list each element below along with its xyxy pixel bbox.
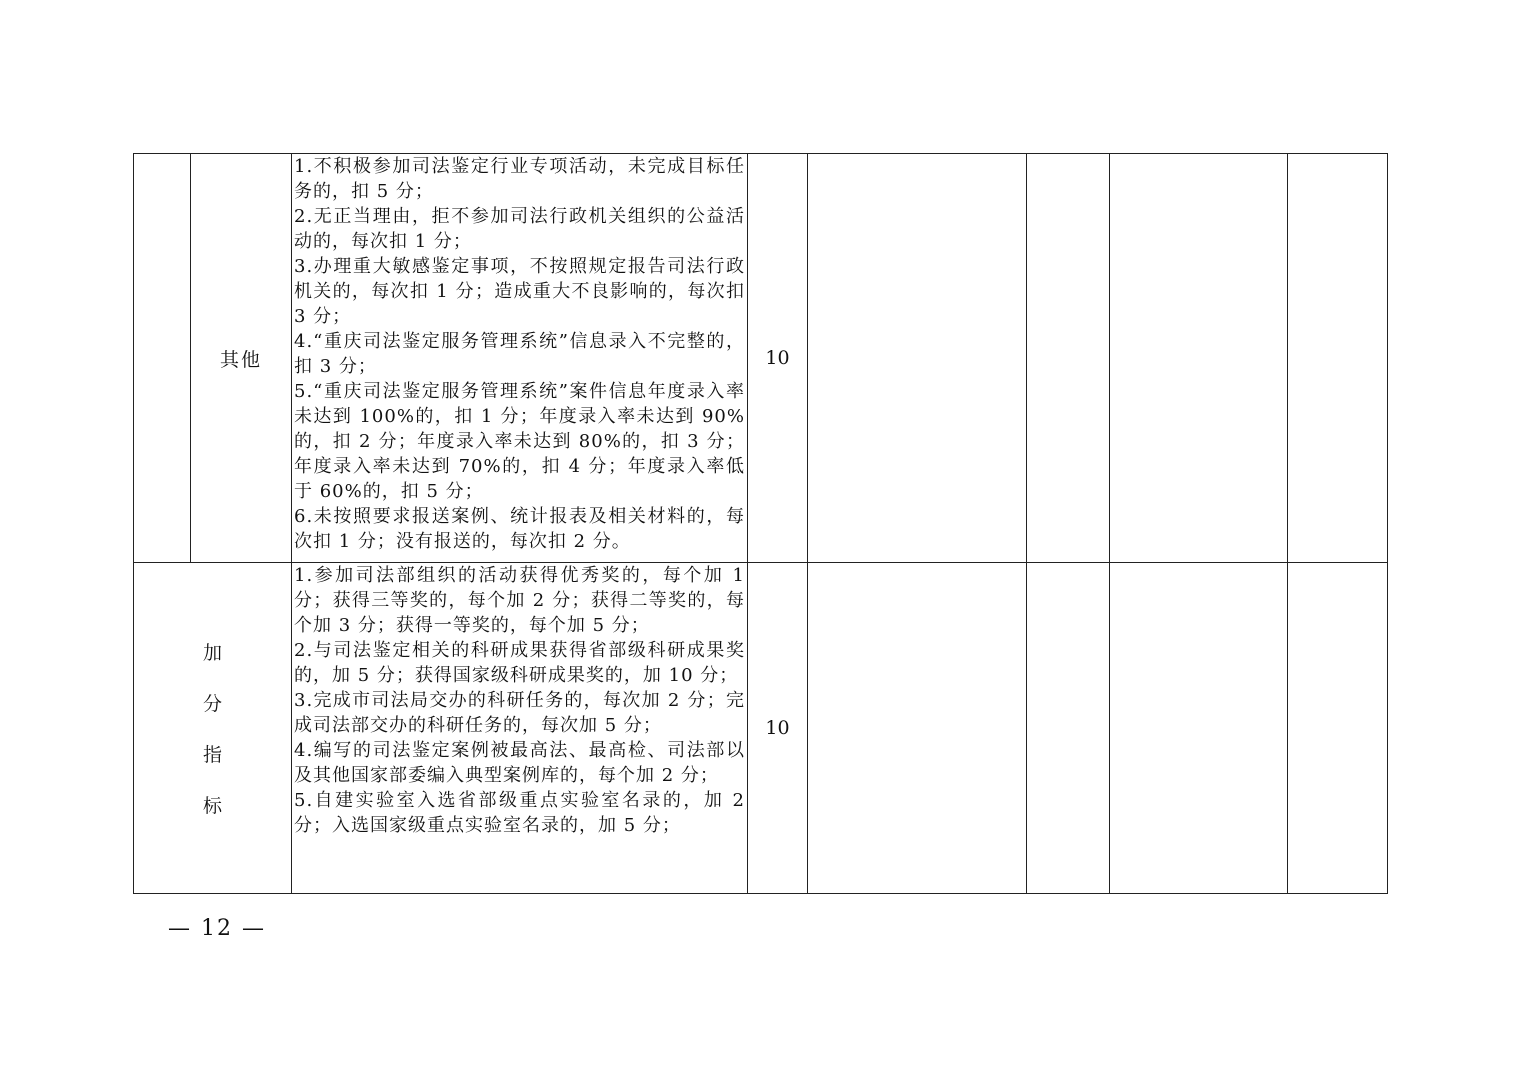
item-name-cell — [134, 563, 292, 894]
points-value: 10 — [765, 717, 790, 739]
item-name-char: 指 — [202, 744, 222, 766]
criteria-line: 5.“重庆司法鉴定服务管理系统”案件信息年度录入率未达到 100%的，扣 1 分；年度录入率未达到 90%的，扣 2 分；年度录入率未达到 80%的，扣 3 分；年度录入率未达到 70%的，扣 4 分；年度录入率低于 60%的，扣 5 分； — [294, 381, 745, 502]
scoring-table — [133, 153, 1388, 894]
points-value: 10 — [765, 347, 790, 369]
criteria-line: 2.无正当理由，拒不参加司法行政机关组织的公益活动的，每次扣 1 分； — [294, 206, 745, 252]
empty-cell — [1027, 154, 1110, 563]
points-cell — [748, 563, 808, 894]
empty-cell — [808, 563, 1027, 894]
item-name-char: 分 — [202, 693, 222, 715]
item-name: 其他 — [219, 348, 262, 371]
category-cell — [134, 154, 191, 563]
empty-cell — [1110, 563, 1288, 894]
item-name-char: 标 — [202, 795, 222, 817]
points-cell — [748, 154, 808, 563]
item-name-cell — [191, 154, 292, 563]
empty-cell — [1288, 154, 1388, 563]
criteria-line: 4.编写的司法鉴定案例被最高法、最高检、司法部以及其他国家部委编入典型案例库的，每个加 2 分； — [294, 740, 745, 786]
empty-cell — [1110, 154, 1288, 563]
empty-cell — [1027, 563, 1110, 894]
criteria-cell — [292, 154, 748, 563]
empty-cell — [808, 154, 1027, 563]
criteria-line: 2.与司法鉴定相关的科研成果获得省部级科研成果奖的，加 5 分；获得国家级科研成果奖的，加 10 分； — [294, 640, 745, 686]
criteria-line: 6.未按照要求报送案例、统计报表及相关材料的，每次扣 1 分；没有报送的，每次扣 2 分。 — [294, 506, 745, 552]
table-row — [134, 563, 1388, 894]
empty-cell — [1288, 563, 1388, 894]
criteria-line: 3.完成市司法局交办的科研任务的，每次加 2 分；完成司法部交办的科研任务的，每次加 5 分； — [294, 690, 745, 736]
criteria-line: 3.办理重大敏感鉴定事项，不按照规定报告司法行政机关的，每次扣 1 分；造成重大不良影响的，每次扣 3 分； — [294, 256, 745, 327]
criteria-line: 4.“重庆司法鉴定服务管理系统”信息录入不完整的，扣 3 分； — [294, 331, 745, 377]
page-number: — 12 — — [168, 916, 266, 941]
criteria-line: 5.自建实验室入选省部级重点实验室名录的，加 2 分；入选国家级重点实验室名录的，加 5 分； — [294, 790, 745, 836]
criteria-cell — [292, 563, 748, 894]
criteria-line: 1.不积极参加司法鉴定行业专项活动，未完成目标任务的，扣 5 分； — [294, 156, 745, 202]
criteria-line: 1.参加司法部组织的活动获得优秀奖的，每个加 1 分；获得三等奖的，每个加 2 分；获得二等奖的，每个加 3 分；获得一等奖的，每个加 5 分； — [294, 565, 745, 636]
table-row — [134, 154, 1388, 563]
item-name-vertical — [134, 638, 291, 818]
item-name-char: 加 — [202, 642, 222, 664]
